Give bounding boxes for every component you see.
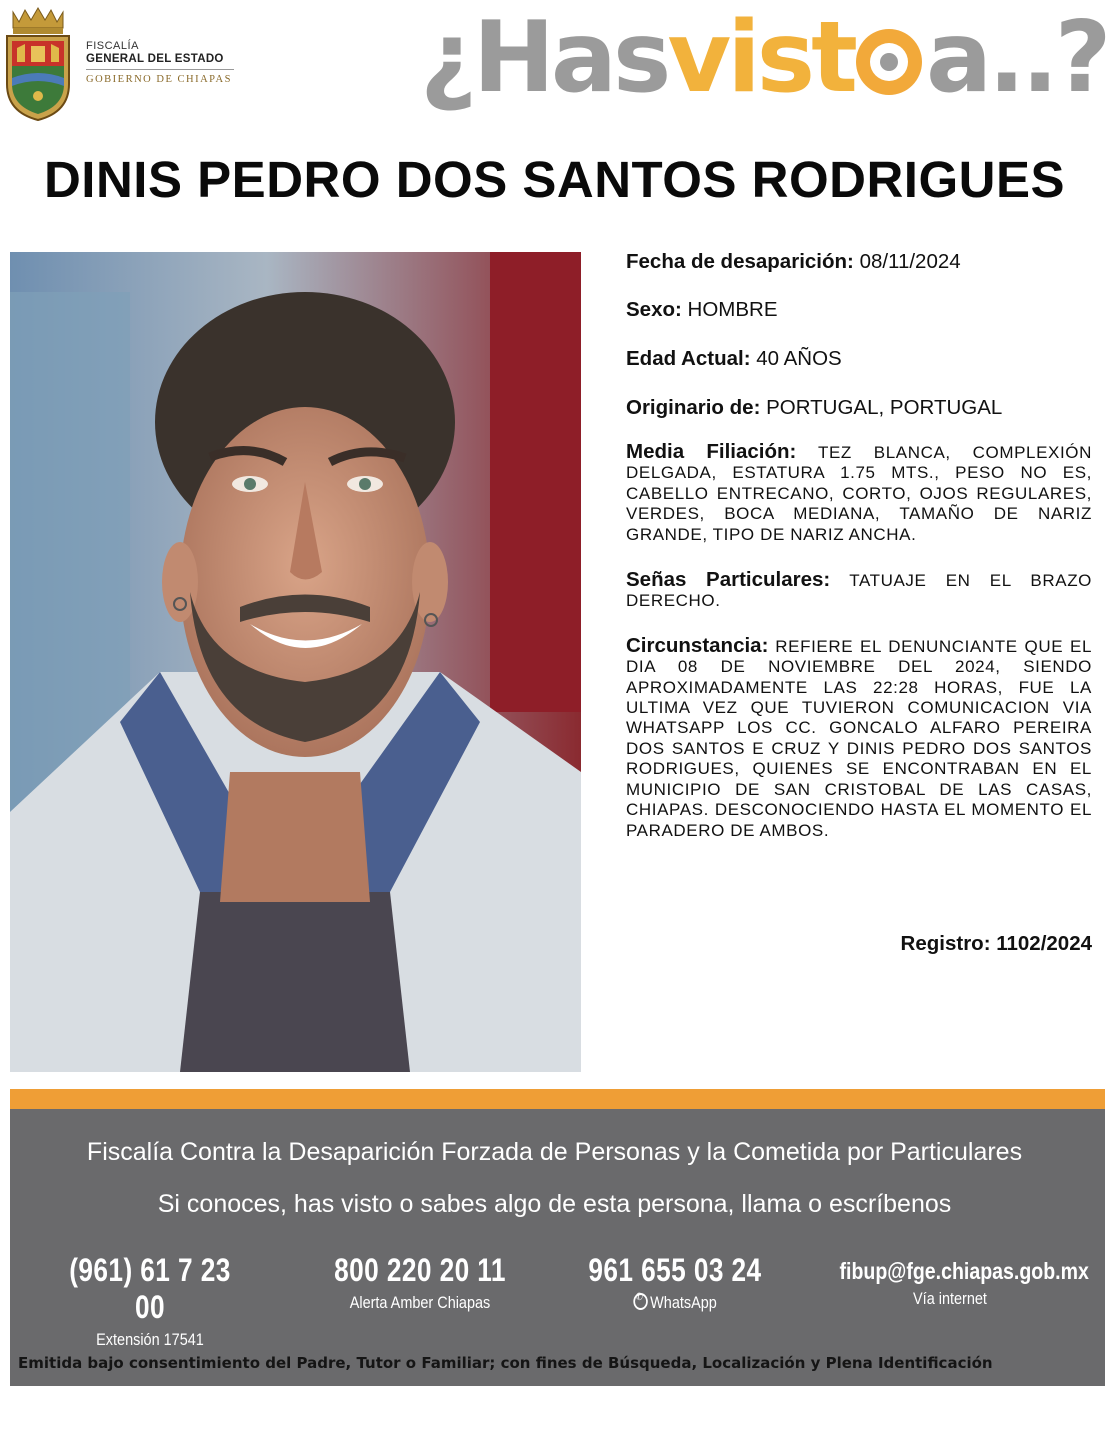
senas-label: Señas Particulares: [626,568,831,592]
footer-call-to-action: Si conoces, has visto o sabes algo de esta persona, llama o escríbenos [157,1190,952,1218]
field-sexo [626,298,1092,322]
footer-accent-bar [10,1089,1105,1109]
field-fecha-label: Fecha de desaparición: [626,250,854,273]
footer-disclaimer: Emitida bajo consentimiento del Padre, Tutor o Familiar; con fines de Búsqueda, Localización y Plena Identificación [18,1354,993,1372]
field-edad-label: Edad Actual: [626,347,751,370]
person-details [626,250,1092,841]
circunstancia-label: Circunstancia: [626,633,769,657]
field-media-filiacion [626,442,1092,545]
field-circunstancia [626,633,1092,841]
field-fecha [626,250,1092,274]
contact-email-sub: Vía internet [913,1289,987,1308]
state-seal-icon [3,6,73,122]
field-sexo-value: HOMBRE [687,298,778,321]
field-fecha-value: 08/11/2024 [859,250,961,273]
contact-amber-number[interactable]: 800 220 20 11 [334,1252,506,1288]
contact-amber-sub: Alerta Amber Chiapas [349,1293,491,1312]
media-filiacion-label: Media Filiación: [626,440,797,463]
field-edad [626,347,1092,371]
media-filiacion-value: TEZ BLANCA, COMPLEXIÓN DELGADA, ESTATURA 1.75 MTS., PESO NO ES, CABELLO ENTRECANO, CORTO, OJOS REGULARES, VERDES, BOCA MEDIANA, TAMAÑO DE NARIZ GRANDE, TIPO DE NARIZ ANCHA. [626,443,1092,544]
footer-agency: Fiscalía Contra la Desaparición Forzada de Personas y la Cometida por Particulares [86,1138,1023,1166]
contact-amber-alert[interactable] [300,1252,540,1313]
campaign-logo-part1: ¿Has [420,1,668,115]
contact-phone-office[interactable] [30,1252,270,1350]
field-origen-label: Originario de: [626,396,761,419]
agency-line-3: GOBIERNO DE CHIAPAS [86,73,232,85]
field-senas [626,570,1092,612]
field-sexo-label: Sexo: [626,298,682,321]
contact-email[interactable] [820,1258,1089,1309]
senas-value: TATUAJE EN EL BRAZO DERECHO. [626,571,1092,611]
field-origen [626,396,1092,420]
whatsapp-icon [633,1293,647,1310]
person-photo [10,252,581,1072]
contact-whatsapp-sub: WhatsApp [650,1293,717,1312]
agency-name [86,40,234,86]
agency-line-1: FISCALÍA [86,40,139,52]
contact-whatsapp[interactable] [555,1252,795,1313]
contact-whatsapp-number[interactable]: 961 655 03 24 [588,1252,762,1288]
campaign-logo-part2: vist [667,1,854,115]
campaign-logo-part3: a..? [925,1,1108,115]
eye-logo-icon [856,29,922,95]
agency-line-2: GENERAL DEL ESTADO [86,52,224,65]
field-origen-value: PORTUGAL, PORTUGAL [766,396,1003,419]
contact-phone-office-number[interactable]: (961) 61 7 23 00 [69,1252,231,1325]
campaign-logo [420,2,1107,114]
agency-divider [86,69,234,70]
field-edad-value: 40 AÑOS [756,347,842,370]
contact-email-address[interactable]: fibup@fge.chiapas.gob.mx [839,1258,1089,1284]
circunstancia-value: REFIERE EL DENUNCIANTE QUE EL DIA 08 DE NOVIEMBRE DEL 2024, SIENDO APROXIMADAMENTE LAS 22:28 HORAS, FUE LA ULTIMA VEZ QUE TUVIERON COMUNICACION VIA WHATSAPP LOS CC. GONCALO ALFARO PEREIRA DOS SANTOS E CRUZ Y DINIS PEDRO DOS SANTOS RODRIGUES, QUIENES SE ENCONTRABAN EN EL MUNICIPIO DE SAN CRISTOBAL DE LAS CASAS, CHIAPAS. DESCONOCIENDO HASTA EL MOMENTO EL PARADERO DE AMBOS. [626,636,1092,840]
registro-number: Registro: 1102/2024 [900,932,1092,955]
contact-whatsapp-sub-wrap [573,1293,777,1313]
contact-phone-office-sub: Extensión 17541 [96,1330,204,1349]
person-name: DINIS PEDRO DOS SANTOS RODRIGUES [43,151,1066,208]
